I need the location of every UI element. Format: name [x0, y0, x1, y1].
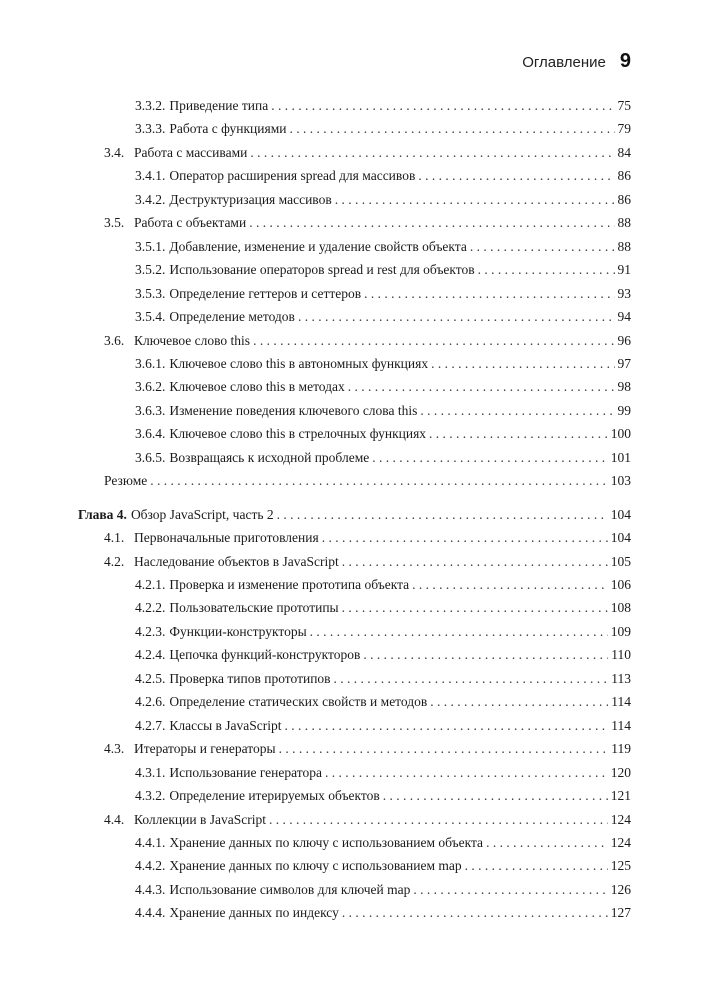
toc-entry-title: Ключевое слово this в автономных функциях — [169, 355, 429, 371]
toc-entry-page: 97 — [617, 355, 631, 371]
toc-entry-title: Ключевое слово this в методах — [169, 379, 345, 395]
toc-leader-dots — [298, 307, 615, 327]
toc-entry-number: 4.4. — [104, 811, 125, 827]
toc-entry-number: 4.2.3. — [135, 623, 166, 639]
toc-entry-title: Использование генератора — [169, 764, 322, 780]
toc-leader-dots — [413, 880, 607, 900]
toc-entry-page: 127 — [610, 905, 631, 921]
toc-entry — [135, 763, 631, 783]
toc-entry-number: 3.5. — [104, 215, 125, 231]
toc-entry-number: 3.6.3. — [135, 402, 166, 418]
toc-entry-title: Классы в JavaScript — [169, 717, 282, 733]
toc-chapter-entry — [78, 505, 631, 525]
page-number: 9 — [619, 50, 631, 72]
toc-entry-page: 124 — [610, 834, 631, 850]
toc-entry — [104, 552, 631, 572]
toc-leader-dots — [342, 903, 608, 923]
toc-entry-title: Деструктуризация массивов — [169, 191, 332, 207]
toc-entry-page: 101 — [610, 449, 631, 465]
toc-entry-number: 3.6.4. — [135, 426, 166, 442]
toc-entry — [135, 284, 631, 304]
toc-leader-dots — [465, 856, 608, 876]
toc-entry — [135, 237, 631, 257]
toc-entry-number: 3.3.2. — [135, 98, 166, 113]
toc-entry-title: Добавление, изменение и удаление свойств объекта — [169, 238, 467, 254]
toc-entry-page: 119 — [611, 741, 631, 757]
toc-entry-title: Определение методов — [169, 309, 295, 325]
toc-entry-number: 4.2.2. — [135, 600, 166, 616]
toc-entry — [135, 786, 631, 806]
toc-leader-dots — [335, 190, 615, 210]
toc-leader-dots — [470, 237, 615, 257]
toc-entry-page: 86 — [617, 168, 631, 184]
toc-entry-number: 3.4. — [104, 144, 125, 160]
toc-entry — [135, 833, 631, 853]
toc-entry-title: Ключевое слово this — [134, 332, 251, 348]
toc-leader-dots — [418, 166, 614, 186]
toc-entry-page: 109 — [610, 623, 631, 639]
toc-entry — [135, 645, 631, 665]
toc-entry-page: 91 — [617, 262, 631, 278]
toc-entry-title: Наследование объектов в JavaScript — [134, 553, 339, 569]
toc-leader-dots — [431, 354, 614, 374]
toc-leader-dots — [486, 833, 608, 853]
toc-leader-dots — [277, 505, 608, 525]
toc-entry-title: Работа с объектами — [134, 215, 247, 231]
toc-entry-page: 94 — [617, 309, 631, 325]
toc-leader-dots — [271, 96, 614, 116]
toc-entry — [135, 119, 631, 139]
toc-entry — [135, 856, 631, 876]
toc-entry-number: 4.3. — [104, 741, 125, 757]
toc-entry-title: Приведение типа — [169, 98, 269, 113]
toc-entry-title: Резюме — [104, 473, 148, 489]
toc-entry — [135, 377, 631, 397]
toc-entry-title: Оператор расширения spread для массивов — [169, 168, 416, 184]
toc-entry-page: 104 — [610, 530, 631, 546]
toc-leader-dots — [322, 528, 608, 548]
toc-entry-number: 4.2.1. — [135, 577, 166, 592]
toc-leader-dots — [383, 786, 608, 806]
toc-entry-title: Первоначальные приготовления — [134, 530, 319, 546]
toc-leader-dots — [285, 716, 609, 736]
toc-entry — [135, 190, 631, 210]
toc-entry-title: Определение итерируемых объектов — [169, 788, 380, 804]
toc-entry-number: 4.3.2. — [135, 788, 166, 804]
toc-entry-number: 4.4.4. — [135, 905, 166, 921]
toc-leader-dots — [269, 810, 608, 830]
toc-entry-title: Использование символов для ключей map — [169, 881, 411, 897]
toc-entry-number: 3.5.1. — [135, 238, 166, 254]
toc-entry-page: 124 — [610, 811, 631, 827]
toc-entry — [135, 260, 631, 280]
toc-leader-dots — [412, 575, 608, 595]
toc-leader-dots — [364, 284, 614, 304]
toc-entry-page: 121 — [610, 788, 631, 804]
toc-entry-number: 4.4.1. — [135, 834, 166, 850]
toc-entry-page: 105 — [610, 553, 631, 569]
toc-entry-page: 88 — [617, 215, 631, 231]
toc-leader-dots — [310, 622, 608, 642]
toc-entry-title: Хранение данных по индексу — [169, 905, 339, 921]
toc-leader-dots — [334, 669, 609, 689]
toc-entry-number: 3.6.5. — [135, 449, 166, 465]
toc-entry-page: 98 — [617, 379, 631, 395]
toc-leader-dots — [250, 143, 614, 163]
toc-leader-dots — [363, 645, 608, 665]
toc-entry — [135, 307, 631, 327]
toc-entry — [104, 143, 631, 163]
toc-entry-title: Определение статических свойств и методов — [169, 694, 428, 710]
toc-entry-number: 4.1. — [104, 530, 125, 546]
toc-entry-page: 75 — [617, 98, 631, 113]
toc-entry — [135, 669, 631, 689]
page-header — [522, 50, 631, 73]
toc-leader-dots — [325, 763, 608, 783]
toc-entry — [135, 424, 631, 444]
toc-entry-number: 3.5.2. — [135, 262, 166, 278]
toc-entry-number: 3.5.3. — [135, 285, 166, 301]
toc-entry-title: Проверка и изменение прототипа объекта — [169, 577, 410, 592]
toc-entry-page: 114 — [611, 694, 631, 710]
toc-entry — [135, 692, 631, 712]
toc-entry — [135, 622, 631, 642]
toc-entry-number: 3.5.4. — [135, 309, 166, 325]
toc-entry-number: 3.6.2. — [135, 379, 166, 395]
toc-entry-page: 103 — [610, 473, 631, 489]
toc-entry — [135, 598, 631, 618]
toc-entry-number: 4.4.3. — [135, 881, 166, 897]
toc-entry-number: 3.6.1. — [135, 355, 166, 371]
toc-entry-page: 86 — [617, 191, 631, 207]
toc-entry — [135, 96, 631, 116]
toc-entry-number: 4.2. — [104, 553, 125, 569]
toc-entry — [135, 401, 631, 421]
toc-leader-dots — [342, 598, 608, 618]
toc-entry — [104, 213, 631, 233]
toc-entry-title: Пользовательские прототипы — [169, 600, 339, 616]
toc-leader-dots — [420, 401, 614, 421]
toc-entry — [104, 471, 631, 491]
toc-entry-title: Обзор JavaScript, часть 2 — [130, 506, 274, 522]
toc-leader-dots — [279, 739, 609, 759]
toc-entry-title: Коллекции в JavaScript — [134, 811, 266, 827]
toc-entry-title: Работа с массивами — [134, 144, 248, 160]
toc-entry-title: Использование операторов spread и rest для объектов — [169, 262, 475, 278]
running-title: Оглавление — [522, 54, 606, 71]
toc-entry-title: Функции-конструкторы — [169, 623, 307, 639]
toc-entry-title: Проверка типов прототипов — [169, 670, 331, 686]
toc-entry-title: Определение геттеров и сеттеров — [169, 285, 362, 301]
toc-entry-number: 4.4.2. — [135, 858, 166, 874]
toc-leader-dots — [253, 331, 614, 351]
toc-leader-dots — [478, 260, 615, 280]
toc-entry-number: 4.2.6. — [135, 694, 166, 710]
toc-entry-number: 4.2.7. — [135, 717, 166, 733]
toc-entry-number: 3.4.2. — [135, 191, 166, 207]
toc-entry-page: 126 — [610, 881, 631, 897]
toc-entry-number: 4.2.4. — [135, 647, 166, 663]
toc-entry — [104, 331, 631, 351]
toc-entry — [135, 448, 631, 468]
toc-entry-page: 93 — [617, 285, 631, 301]
toc-leader-dots — [372, 448, 608, 468]
toc-entry-number: Глава 4. — [78, 506, 127, 522]
toc-leader-dots — [290, 119, 615, 139]
toc-entry — [135, 354, 631, 374]
toc-entry-title: Изменение поведения ключевого слова this — [169, 402, 418, 418]
toc-entry-page: 79 — [617, 121, 631, 137]
toc-entry — [104, 810, 631, 830]
toc-entry-page: 125 — [610, 858, 631, 874]
toc-entry-page: 84 — [617, 144, 631, 160]
toc-leader-dots — [249, 213, 614, 233]
toc-entry-title: Итераторы и генераторы — [134, 741, 276, 757]
toc-entry-number: 3.3.3. — [135, 121, 166, 137]
toc-entry-page: 96 — [617, 332, 631, 348]
toc-entry-title: Цепочка функций-конструкторов — [169, 647, 361, 663]
toc-entry-page: 120 — [610, 764, 631, 780]
toc-entry-title: Хранение данных по ключу с использованием map — [169, 858, 462, 874]
toc-entry-page: 104 — [610, 506, 631, 522]
toc-leader-dots — [429, 424, 608, 444]
toc-leader-dots — [348, 377, 615, 397]
toc-entry-page: 99 — [617, 402, 631, 418]
toc-entry — [104, 739, 631, 759]
toc-entry-page: 110 — [611, 647, 631, 663]
toc-entry — [135, 880, 631, 900]
toc-entry-page: 108 — [610, 600, 631, 616]
toc-entry — [135, 716, 631, 736]
toc-entry-title: Возвращаясь к исходной проблеме — [169, 449, 370, 465]
toc-leader-dots — [150, 471, 607, 491]
toc-entry-title: Ключевое слово this в стрелочных функциях — [169, 426, 427, 442]
toc-entry — [135, 575, 631, 595]
toc-entry-number: 3.6. — [104, 332, 125, 348]
toc-entry-page: 88 — [617, 238, 631, 254]
toc-entry-number: 3.4.1. — [135, 168, 166, 184]
toc-leader-dots — [430, 692, 608, 712]
toc-entry-page: 100 — [610, 426, 631, 442]
toc-entry-page: 114 — [611, 717, 631, 733]
toc-entry — [135, 903, 631, 923]
toc-leader-dots — [342, 552, 608, 572]
toc-entry — [135, 166, 631, 186]
toc-entry-number: 4.3.1. — [135, 764, 166, 780]
toc-entry — [104, 528, 631, 548]
toc-entry-number: 4.2.5. — [135, 670, 166, 686]
toc-entry-page: 106 — [610, 577, 631, 592]
toc-entry-title: Работа с функциями — [169, 121, 287, 137]
toc-entry-page: 113 — [611, 670, 631, 686]
toc-entry-title: Хранение данных по ключу с использованием объекта — [169, 834, 484, 850]
